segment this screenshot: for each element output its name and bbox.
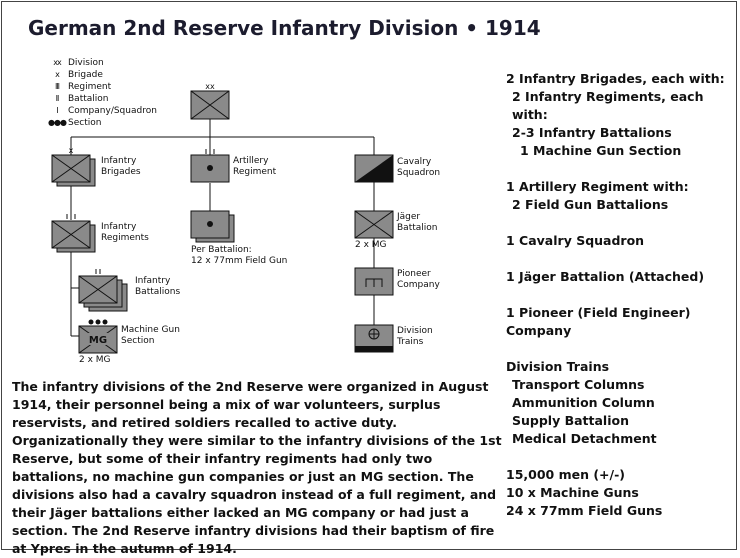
artillery-regiment-label: Artillery Regiment: [233, 156, 277, 177]
pioneer-company-symbol: [355, 268, 393, 295]
page-title: German 2nd Reserve Infantry Division • 1914: [28, 16, 541, 40]
summary-trains: Division Trains Transport Columns Ammunition Column Supply Battalion Medical Detachment: [506, 359, 657, 446]
summary-cavalry: 1 Cavalry Squadron: [506, 233, 645, 248]
legend-row-brigade: x Brigade: [55, 70, 103, 80]
infantry-battalions-symbol: [79, 269, 127, 311]
summary-brigades: 2 Infantry Brigades, each with: 2 Infantry Regiments, each with: 2-3 Infantry Battalions 1 Machine Gun Section: [506, 71, 725, 158]
summary-panel: [506, 70, 740, 538]
jager-note: 2 x MG: [355, 240, 387, 250]
summary-artillery: 1 Artillery Regiment with: 2 Field Gun Battalions: [506, 179, 689, 212]
mg-box-label: MG: [88, 335, 108, 346]
mg-section-symbol: [79, 320, 117, 354]
infantry-regiments-symbol: [52, 214, 95, 252]
division-unit-symbol: [191, 82, 229, 119]
summary-jager: 1 Jäger Battalion (Attached): [506, 269, 705, 284]
infantry-regiments-label: Infantry Regiments: [101, 222, 149, 243]
cavalry-squadron-symbol: [355, 155, 393, 182]
summary-totals: 15,000 men (+/-) 10 x Machine Guns 24 x 77mm Field Guns: [506, 467, 663, 518]
artillery-battalions-symbol: [191, 211, 234, 242]
summary-pioneer: 1 Pioneer (Field Engineer) Company: [506, 305, 691, 338]
legend-row-regiment: III Regiment: [54, 82, 112, 92]
legend-row-division: xx Division: [53, 58, 104, 68]
division-trains-symbol: [355, 325, 393, 352]
artillery-regiment-symbol: [191, 149, 229, 182]
infantry-battalions-label: Infantry Battalions: [135, 276, 181, 297]
jager-battalion-label: Jäger Battalion: [397, 212, 438, 233]
infantry-brigades-label: Infantry Brigades: [101, 156, 141, 177]
description-paragraph: The infantry divisions of the 2nd Reserve were organized in August 1914, their personnel being a mix of war volunteers, surplus reservists, and retired soldiers recalled to active duty. Organizationally they were similar to the infantry divisions of the 1st Reserve, but some of their infantry regiments had only two battalions, no machine gun companies or just an MG section. The divisions also had a cavalry squadron instead of a full regiment, and their Jäger battalions either lacked an MG company or had just a section. The 2nd Reserve infantry divisions had their baptism of fire at Ypres in the autumn of 1914.: [12, 379, 502, 556]
per-battalion-note: Per Battalion: 12 x 77mm Field Gun: [191, 245, 288, 266]
cavalry-squadron-label: Cavalry Squadron: [397, 157, 441, 178]
legend-row-company: I Company/Squadron: [56, 106, 157, 116]
svg-text:x: x: [68, 146, 74, 155]
division-trains-label: Division Trains: [397, 326, 433, 347]
legend-row-section: ●●● Section: [48, 118, 102, 128]
legend-row-battalion: II Battalion: [55, 94, 109, 104]
mg-section-label: Machine Gun Section: [121, 325, 180, 346]
svg-text:xx: xx: [205, 82, 215, 91]
mg-section-note: 2 x MG: [79, 355, 111, 365]
pioneer-company-label: Pioneer Company: [397, 269, 440, 290]
jager-battalion-symbol: [355, 211, 393, 238]
infantry-brigades-symbol: [52, 146, 95, 186]
